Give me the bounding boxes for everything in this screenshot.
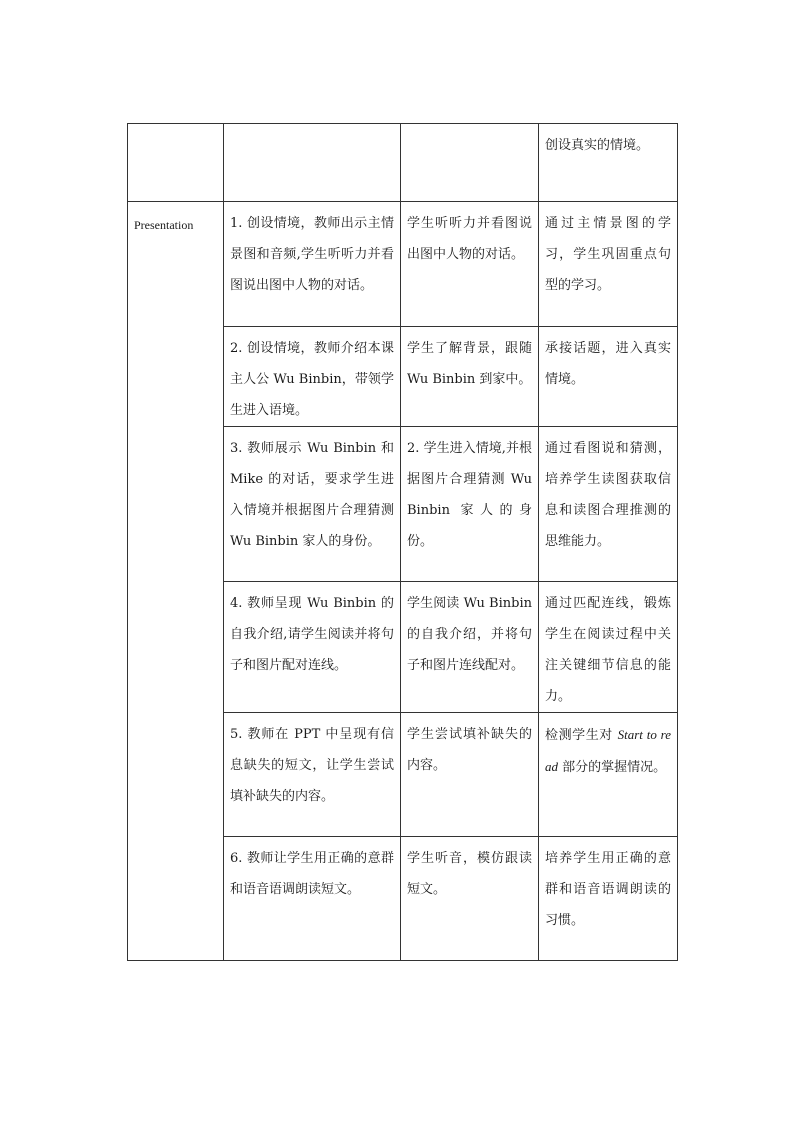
student-activity-cell: 学生阅读 Wu Binbin 的自我介绍，并将句子和图片连线配对。 [401, 582, 539, 713]
stage-label: Presentation [134, 218, 194, 232]
section-name: Start to read [545, 727, 671, 774]
teacher-activity-cell: 6. 教师让学生用正确的意群和语音语调朗读短文。 [224, 837, 401, 961]
student-activity-cell [401, 124, 539, 202]
table-row [128, 202, 678, 327]
table-row [128, 124, 678, 202]
objective-text: 创设真实的情境。 [545, 138, 650, 153]
stage-cell [128, 202, 224, 961]
objective-cell [539, 124, 678, 202]
teacher-activity-cell: 3. 教师展示 Wu Binbin 和 Mike 的对话，要求学生进入情境并根据图片合理猜测 Wu Binbin 家人的身份。 [224, 427, 401, 582]
student-activity-cell: 学生了解背景，跟随 Wu Binbin 到家中。 [401, 327, 539, 427]
lesson-plan-table [127, 123, 678, 961]
teacher-activity-cell: 1. 创设情境，教师出示主情景图和音频,学生听听力并看图说出图中人物的对话。 [224, 202, 401, 327]
objective-cell: 培养学生用正确的意群和语音语调朗读的习惯。 [539, 837, 678, 961]
student-activity-cell: 学生尝试填补缺失的内容。 [401, 713, 539, 837]
objective-cell: 通过看图说和猜测，培养学生读图获取信息和读图合理推测的思维能力。 [539, 427, 678, 582]
teacher-activity-cell: 5. 教师在 PPT 中呈现有信息缺失的短文，让学生尝试填补缺失的内容。 [224, 713, 401, 837]
objective-cell: 承接话题，进入真实情境。 [539, 327, 678, 427]
student-activity-cell: 学生听音，模仿跟读短文。 [401, 837, 539, 961]
student-activity-cell: 学生听听力并看图说出图中人物的对话。 [401, 202, 539, 327]
objective-cell: 通过主情景图的学习，学生巩固重点句型的学习。 [539, 202, 678, 327]
teacher-activity-cell [224, 124, 401, 202]
teacher-activity-cell: 2. 创设情境，教师介绍本课主人公 Wu Binbin，带领学生进入语境。 [224, 327, 401, 427]
objective-cell: 通过匹配连线，锻炼学生在阅读过程中关注关键细节信息的能力。 [539, 582, 678, 713]
teacher-activity-cell: 4. 教师呈现 Wu Binbin 的自我介绍,请学生阅读并将句子和图片配对连线。 [224, 582, 401, 713]
student-activity-cell: 2. 学生进入情境,并根据图片合理猜测 Wu Binbin 家人的身份。 [401, 427, 539, 582]
stage-cell [128, 124, 224, 202]
objective-cell: 检测学生对 Start to read 部分的掌握情况。 [539, 713, 678, 837]
